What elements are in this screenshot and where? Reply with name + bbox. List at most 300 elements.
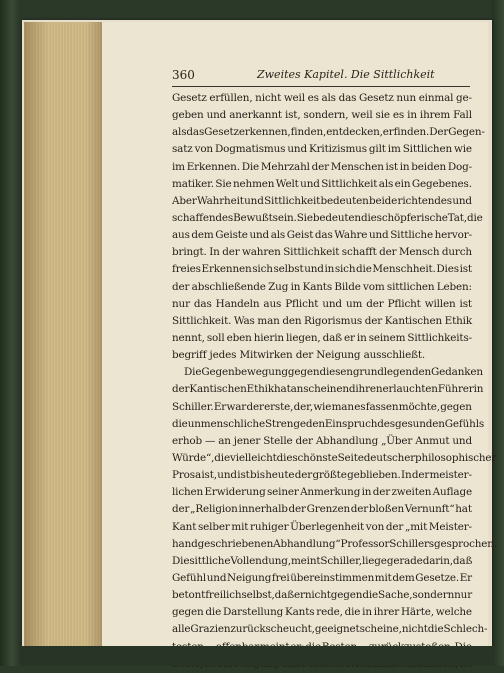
text-line [172,244,472,261]
word: es [354,400,366,413]
word: in [407,109,417,122]
word: erkennen, [238,126,291,139]
word: Er [459,571,472,584]
word: Sittliche [390,229,433,242]
word: der [366,297,384,310]
word: in [324,263,335,276]
word: ihrer [373,606,400,619]
word: Vernunft“ [404,503,455,516]
word: und [287,143,307,156]
word: die [356,263,372,276]
text-line [172,159,472,176]
word: die [360,211,377,224]
word: und [368,229,389,242]
word: heute [265,469,295,482]
word: diesen [319,366,353,379]
word: einmal [418,92,454,104]
word: Kant [172,520,197,533]
word: hervor- [434,229,472,242]
word: in [399,160,410,173]
book-page [102,22,497,648]
word: Vollendung, [230,554,291,567]
word: Die [241,160,260,173]
word: scheine, [359,623,402,636]
word: lichen [172,486,204,499]
word: sich [334,263,356,276]
word: Mehrzahl [260,160,310,173]
word: schafft [341,246,377,259]
text-line [172,416,485,433]
word: er [344,331,355,344]
word: man [331,400,354,413]
word: nur [172,297,190,310]
word: Gefühls [444,417,485,430]
word: bringt. [172,246,207,259]
word: ist [459,263,472,276]
word: durch [441,246,472,259]
word: freilich [205,589,242,602]
word: die [344,606,361,619]
word: ge- [456,92,472,104]
word: Sittlichkeit [264,194,321,207]
word: bedeuten [320,194,369,207]
word: philosophischer [415,451,497,464]
word: sie [375,109,390,122]
word: Handeln [215,297,260,310]
word: In [401,469,412,482]
word: Dog- [447,160,472,173]
word: Bilde [334,280,361,293]
word: zweiten [391,486,432,499]
word: Sittlichkeit [283,246,340,259]
word: Strenge [264,417,306,430]
word: Sie [296,211,313,224]
word: die [362,589,379,602]
word: die [276,451,293,464]
word: vom [363,280,385,293]
word: nehmen [233,177,275,190]
word: in [356,331,367,344]
word: Tat, [447,211,467,224]
word: man [257,314,280,327]
word: von [365,520,385,533]
word: als [378,177,394,190]
word: schöpferische [376,211,448,224]
text-line [172,501,472,518]
word: liege [361,554,387,567]
word: erfinden. [382,126,430,139]
word: Welt [275,177,299,190]
word: nur [454,589,473,602]
word: sittlichen [386,280,435,293]
word: Grenzen [306,503,351,516]
word: Gedanken [431,366,483,379]
word: abschließende [191,280,266,293]
word: und [452,194,472,207]
word: schönste [292,451,338,464]
word: Leben: [436,280,472,293]
word: Die [184,366,202,379]
word: ihrem [419,109,451,122]
text-line [172,330,472,347]
word: matiker. [172,177,214,190]
word: die [172,417,188,430]
text-line [172,296,472,313]
book-cover-left [0,0,20,666]
word: Kantischen [189,383,247,396]
word: zurückscheucht, [230,623,315,636]
word: darin, [422,554,453,567]
word: sondern, [303,109,349,122]
word: Schiller, [320,554,362,567]
word: gesprochen. [433,537,497,550]
word: geben [172,109,204,122]
word: der, [293,400,313,413]
word: der [172,280,190,293]
word: Sie [215,177,232,190]
word: wie [313,400,332,413]
word: „Über [381,434,413,447]
text-line [172,399,472,416]
word: im [387,143,401,156]
word: Abhandlung“ [273,537,341,550]
word: gesunden [394,417,445,430]
word: Überlegenheit [290,520,365,533]
word: ist, [284,109,301,122]
word: jener [233,434,261,447]
word: Kritizismus [308,143,367,156]
word: und [217,469,237,482]
word: — [204,434,216,447]
word: Der [429,126,449,139]
word: und [304,263,324,276]
page-header [172,66,470,87]
word: erfüllen, [209,92,253,104]
word: fassen [365,400,399,413]
word: der [222,246,240,259]
text-line [172,467,472,484]
word: des [377,417,395,430]
word: geschriebenen [197,537,274,550]
text-line [172,381,484,398]
word: hierin [253,331,284,344]
word: gegen [172,606,204,619]
word: wie [454,143,472,156]
book-cover-right [492,0,504,666]
word: und [322,297,342,310]
word: Darstellung [222,606,284,619]
word: Sittlichkeit. [172,314,232,327]
word: Zug [268,280,289,293]
word: Gegen- [448,126,485,139]
word: die [427,623,444,636]
word: betont [172,589,206,602]
word: freies [172,263,201,276]
word: grundlegenden [352,366,432,379]
word: Pflicht [387,297,421,310]
word: Wahre [334,229,368,242]
word: weil [283,92,305,104]
word: Härte, [400,606,434,619]
word: möchte, [398,400,440,413]
word: bedeuten [312,211,361,224]
word: mit [374,571,392,584]
word: Aber [172,194,197,207]
word: geblieben. [347,469,401,482]
text-line [172,227,472,244]
word: finden, [290,126,327,139]
word: vielleicht [229,451,277,464]
word: Fall [453,109,472,122]
word: an [218,434,231,447]
word: um [345,297,363,310]
word: entdecken, [326,126,383,139]
word: dem [191,229,214,242]
word: Gefühl [172,571,207,584]
word: seinem [368,331,406,344]
word: die [205,606,222,619]
word: unmenschliche [187,417,265,430]
word: alle [172,623,191,636]
word: Dogmatismus [214,143,286,156]
word: Meister- [428,520,472,533]
word: seiner [266,486,299,499]
word: Gesetz [358,92,394,104]
text-line [172,279,472,296]
word: der [385,520,404,533]
word: Menschheit. [372,263,436,276]
word: und [452,434,472,447]
word: Erkennen [201,263,252,276]
word: Kants [302,280,333,293]
text-line [172,621,488,638]
word: sondern [412,589,455,602]
word: ist, [201,469,217,482]
word: im [172,160,185,173]
word: sich [252,263,273,276]
word: der [350,503,369,516]
word: Sittlichen [402,143,452,156]
word: und [249,229,270,242]
word: es [392,109,405,122]
word: der [372,486,391,499]
word: deutscher [363,451,416,464]
word: Pflicht [285,297,319,310]
word: nicht [304,589,331,602]
text-line [172,261,472,278]
word: der [379,246,397,259]
page-edges-shade [24,22,102,647]
word: Rigorismus [304,314,363,327]
word: ausschließt. [363,349,426,362]
word: daß [322,331,342,344]
word: Professor [340,537,390,550]
text-line [172,141,472,158]
word: Grazien [190,623,231,636]
word: der [294,469,313,482]
text-line [172,553,472,570]
word: beide [369,194,398,207]
word: hat [274,383,291,396]
word: von [194,143,213,156]
word: Wahrheit [197,194,244,207]
word: war [226,400,247,413]
word: ihren [355,383,383,396]
word: ruhiger [250,520,289,533]
book-cover-top [0,0,504,20]
word: Geiste [215,229,248,242]
word: das [314,229,333,242]
word: selbst, [241,589,275,602]
text-line [172,604,472,621]
word: Stelle [263,434,293,447]
word: Abhandlung [315,434,379,447]
word: Anmerkung [300,486,361,499]
word: anerkannt [229,109,282,122]
word: Neigung [227,571,272,584]
word: Sittlichkeits- [407,331,472,344]
word: bis [250,469,265,482]
word: Gegebenes. [411,177,472,190]
text-line [172,107,472,124]
word: beiden [411,160,446,173]
word: rede, [316,606,343,619]
word: willen [424,297,456,310]
word: selbst [273,263,304,276]
word: übereinstimmen [290,571,375,584]
word: innerhalb [238,503,288,516]
word: das [338,92,357,104]
word: mit [231,520,249,533]
word: anscheinend [290,383,356,396]
word: Schiller. [172,400,214,413]
running-head: Zweites Kapitel. Die Sittlichkeit [257,68,435,81]
word: aus [172,229,190,242]
word: das [193,297,212,310]
word: weil [351,109,373,122]
word: meint [290,554,321,567]
word: Gesetz [204,126,239,139]
word: in [362,606,372,619]
text-line [172,313,472,330]
body-text [172,90,497,673]
word: erlauchten [382,383,438,396]
word: satz [172,143,193,156]
word: Erkennen. [186,160,240,173]
word: Menschen [330,160,384,173]
word: und [300,177,320,190]
word: dem [392,571,415,584]
word: in [361,486,372,499]
word: der [411,469,430,482]
word: erste, [264,400,294,413]
word: ist [459,297,472,310]
word: geeignet [314,623,360,636]
text-line [172,193,472,210]
word: jedes [209,349,240,362]
word: die [466,211,483,224]
word: Gesetz [172,92,207,104]
word: hand [172,537,198,550]
word: eben [226,331,252,344]
word: es [307,92,319,104]
word: gilt [368,143,386,156]
word: und [206,109,227,122]
word: erhob [172,434,202,447]
word: der [295,434,313,447]
word: frei [271,571,290,584]
word: den [305,417,325,430]
word: nennt, [172,331,205,344]
word: der [295,349,317,362]
word: als [270,229,286,242]
text-line [172,124,485,141]
word: Kants [285,606,315,619]
text-line [172,210,483,227]
word: Gegenbewegung [201,366,288,379]
word: und [244,194,264,207]
word: Anmut [415,434,450,447]
text-line [172,433,472,450]
word: welche [435,606,472,619]
word: als [172,126,187,139]
word: daß [452,554,473,567]
word: soll [206,331,225,344]
text-line [172,450,497,467]
word: nun [396,92,416,104]
book-bottom-edge [20,646,494,666]
word: in [290,280,301,293]
word: Seite [337,451,364,464]
word: in [473,383,484,396]
word: das [186,126,205,139]
word: sittliche [189,554,231,567]
word: Erwiderung [204,486,266,499]
word: den [282,314,302,327]
word: aus [263,297,282,310]
word: Die [172,554,190,567]
word: Würde“, [172,451,215,464]
word: Auflage [432,486,472,499]
word: größte [312,469,347,482]
text-line [172,90,472,107]
word: der [288,503,306,516]
word: Bewußtsein. [233,211,297,224]
word: Was [233,314,255,327]
word: und [206,571,227,584]
word: der [364,314,383,327]
text-line [172,176,472,193]
word: der [172,383,190,396]
word: liegen, [286,331,321,344]
word: als [321,92,336,104]
word: Dies [436,263,459,276]
word: begriff [172,349,210,362]
word: gegen [330,589,363,602]
word: ist [385,160,398,173]
word: gegen [287,366,320,379]
word: schaffendes [172,211,234,224]
text-line [172,364,483,381]
word: meister- [429,469,472,482]
text-line [172,347,472,364]
word: gerade [386,554,423,567]
word: nicht [255,92,282,104]
word: Schillers [389,537,434,550]
text-line [172,536,497,553]
word: daß [274,589,295,602]
word: bloßen [368,503,404,516]
